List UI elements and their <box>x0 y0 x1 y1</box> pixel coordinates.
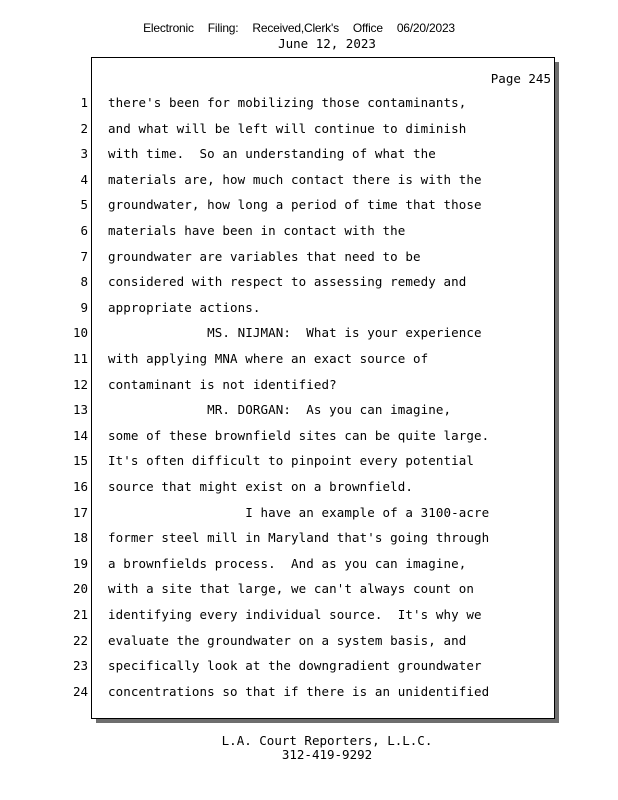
line-number: 14 <box>72 427 88 443</box>
line-text: contaminant is not identified? <box>108 376 337 392</box>
line-text: specifically look at the downgradient groundwater <box>108 658 482 674</box>
line-text: groundwater, how long a period of time that those <box>108 197 482 213</box>
transcript-line <box>72 605 554 625</box>
line-number: 3 <box>80 146 88 162</box>
transcript-line <box>72 682 554 702</box>
transcript-line <box>80 195 554 215</box>
transcript-line <box>72 375 554 395</box>
transcript-line <box>72 323 554 343</box>
line-number: 22 <box>72 632 88 648</box>
filing-stamp <box>0 21 598 35</box>
line-text: with time. So an understanding of what the <box>108 146 436 162</box>
transcript-line <box>80 93 554 113</box>
line-number: 15 <box>72 453 88 469</box>
transcript-page <box>72 57 555 719</box>
line-number: 20 <box>72 581 88 597</box>
line-number: 5 <box>80 197 88 213</box>
transcript-line <box>80 144 554 164</box>
line-text: former steel mill in Maryland that's going through <box>108 530 490 546</box>
line-number: 1 <box>80 95 88 110</box>
transcript-line <box>72 631 554 651</box>
line-text: source that might exist on a brownfield. <box>108 479 414 494</box>
line-number: 10 <box>72 325 88 341</box>
footer-company: L.A. Court Reporters, L.L.C. <box>221 733 433 748</box>
transcript-line <box>72 451 554 471</box>
footer-phone: 312-419-9292 <box>281 747 373 762</box>
transcript-line <box>72 579 554 599</box>
transcript-line <box>80 221 554 241</box>
transcript-line <box>72 477 554 497</box>
line-text: with a site that large, we can't always count on <box>108 581 475 597</box>
transcript-line <box>72 554 554 574</box>
line-number: 8 <box>80 274 88 290</box>
hearing-date: June 12, 2023 <box>278 36 376 51</box>
line-text: evaluate the groundwater on a system basis, and <box>108 632 467 648</box>
line-text: a brownfields process. And as you can imagine, <box>108 555 467 571</box>
line-number: 7 <box>80 248 88 264</box>
line-number: 12 <box>72 376 88 392</box>
line-number: 11 <box>72 351 88 366</box>
line-text: there's been for mobilizing those contaminants, <box>108 95 467 110</box>
transcript-line <box>80 247 554 267</box>
line-number: 24 <box>72 683 88 699</box>
transcript-line <box>72 349 554 369</box>
line-text: I have an example of a 3100-acre <box>108 504 490 520</box>
line-number: 18 <box>72 530 88 546</box>
filing-word-office: Office <box>352 21 383 35</box>
filing-word-received: Received,Clerk's <box>252 21 339 35</box>
line-text: appropriate actions. <box>108 299 261 315</box>
line-number: 2 <box>80 120 88 136</box>
line-number: 4 <box>80 171 88 187</box>
line-text: materials have been in contact with the <box>108 223 406 238</box>
transcript-line <box>72 503 554 523</box>
line-number: 6 <box>80 223 88 238</box>
line-text: identifying every individual source. It's why we <box>108 607 482 622</box>
page-number: Page 245 <box>490 71 551 86</box>
filing-word-filing: Filing: <box>207 21 239 35</box>
line-text: MR. DORGAN: As you can imagine, <box>108 402 452 418</box>
line-text: It's often difficult to pinpoint every potential <box>108 453 475 469</box>
line-text: considered with respect to assessing remedy and <box>108 274 467 290</box>
line-text: MS. NIJMAN: What is your experience <box>108 325 482 341</box>
line-number: 16 <box>72 479 88 494</box>
line-text: and what will be left will continue to diminish <box>108 120 467 136</box>
filing-date: 06/20/2023 <box>396 21 455 35</box>
line-text: some of these brownfield sites can be quite large. <box>108 427 490 443</box>
transcript-line <box>72 656 554 676</box>
line-number: 23 <box>72 658 88 674</box>
line-number: 17 <box>72 504 88 520</box>
line-number: 21 <box>72 607 88 622</box>
transcript-line <box>80 119 554 139</box>
transcript-line <box>72 426 554 446</box>
line-text: with applying MNA where an exact source of <box>108 351 429 366</box>
transcript-line <box>80 298 554 318</box>
transcript-line <box>72 528 554 548</box>
transcript-line <box>80 272 554 292</box>
line-text: groundwater are variables that need to be <box>108 248 421 264</box>
transcript-line <box>80 170 554 190</box>
filing-word-electronic: Electronic <box>143 21 194 35</box>
line-number: 9 <box>80 299 88 315</box>
line-number: 13 <box>72 402 88 418</box>
transcript-line <box>72 400 554 420</box>
line-text: materials are, how much contact there is with the <box>108 171 482 187</box>
line-number: 19 <box>72 555 88 571</box>
line-text: concentrations so that if there is an unidentified <box>108 683 490 699</box>
